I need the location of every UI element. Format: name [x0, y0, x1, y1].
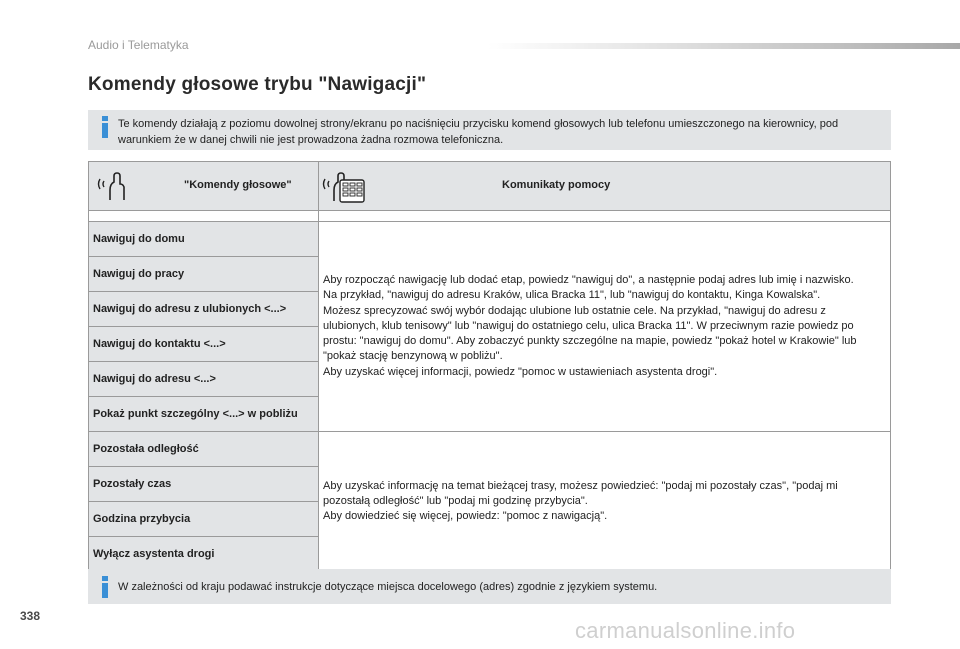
help-text: Na przykład, "nawiguj do adresu Kraków, ulica Bracka 11", lub "nawiguj do kontaktu, Kinga Kowalska".: [323, 289, 821, 302]
watermark: carmanualsonline.info: [575, 618, 796, 643]
command-cell: Nawiguj do kontaktu <...>: [89, 327, 319, 362]
info-icon: [100, 576, 110, 598]
table-header-row: [89, 162, 891, 211]
command-cell: Pozostała odległość: [89, 432, 319, 467]
header-divider-bar: [488, 43, 960, 49]
intro-note-text: Te komendy działają z poziomu dowolnej strony/ekranu po naciśnięciu przycisku komend głosowych lub telefonu umieszczonego na kierownicy, pod warunkiem że w danej chwili nie jest prowadzona żadna rozmowa telefoniczna.: [118, 118, 839, 146]
help-text: Aby rozpocząć nawigację lub dodać etap, powiedz "nawiguj do", a następnie podaj adres lub imię i nazwisko.: [323, 273, 854, 286]
page-title: Komendy głosowe trybu "Nawigacji": [88, 74, 427, 95]
help-text: Możesz sprecyzować swój wybór dodając ulubione lub ostatnie cele. Na przykład, "nawiguj do adresu z ulubionych, klub tenisowy" lub "nawiguj do ostatniego celu, ulica Bracka 11". W przeciwnym razie powiedz po prostu: "nawiguj do domu". Aby zobaczyć punkty szczególne na mapie, powiedz "pokaż hotel w Krakowie" lub "pokaż stację benzynową w pobliżu".: [323, 304, 857, 363]
header-cell-commands: [89, 162, 319, 211]
bottom-note-text: W zależności od kraju podawać instrukcje dotyczące miejsca docelowego (adres) zgodnie z językiem systemu.: [118, 581, 658, 593]
command-cell: Nawiguj do pracy: [89, 257, 319, 292]
table-row: [89, 222, 891, 257]
table-row: [89, 432, 891, 467]
header-help-label: Komunikaty pomocy: [502, 179, 611, 191]
command-cell: Nawiguj do adresu z ulubionych <...>: [89, 292, 319, 327]
voice-command-icon: [96, 170, 132, 202]
section-header: Audio i Telematyka: [88, 38, 189, 52]
header-commands-label: "Komendy głosowe": [184, 179, 292, 191]
header-cell-help: [319, 162, 891, 211]
voice-phone-icon: [322, 170, 366, 204]
command-cell: Wyłącz asystenta drogi: [89, 537, 319, 572]
command-cell: Godzina przybycia: [89, 502, 319, 537]
command-cell: Pokaż punkt szczególny <...> w pobliżu: [89, 397, 319, 432]
help-cell-navigation: [319, 222, 891, 432]
command-cell: Nawiguj do domu: [89, 222, 319, 257]
command-cell: Pozostały czas: [89, 467, 319, 502]
bottom-note-box: [88, 569, 891, 604]
help-text: Aby dowiedzieć się więcej, powiedz: "pomoc z nawigacją".: [323, 510, 608, 523]
help-text: Aby uzyskać informację na temat bieżącej trasy, możesz powiedzieć: "podaj mi pozostały czas", "podaj mi pozostałą odległość" lub "podaj mi godzinę przybycia".: [323, 479, 838, 507]
command-cell: Nawiguj do adresu <...>: [89, 362, 319, 397]
help-cell-route-info: [319, 432, 891, 572]
intro-note-box: [88, 110, 891, 150]
info-icon: [100, 116, 110, 138]
page-number: 338: [20, 609, 41, 623]
voice-commands-table: [88, 161, 891, 572]
help-text: Aby uzyskać więcej informacji, powiedz "pomoc w ustawieniach asystenta drogi".: [323, 365, 718, 378]
